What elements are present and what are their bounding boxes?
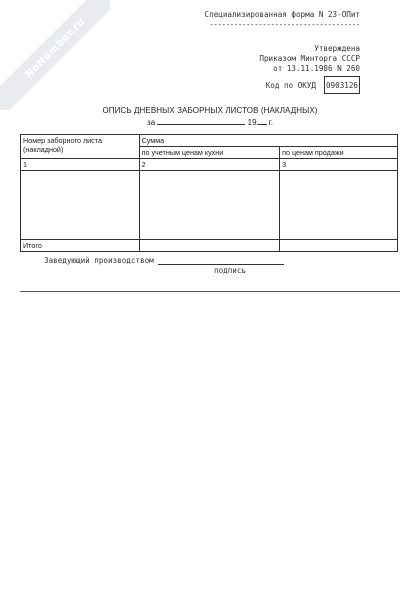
signature-label: Заведующий производством [44,256,154,265]
watermark-text: NoNumber.ru [0,0,110,110]
header-sum-cell: Сумма [139,135,397,147]
date-prefix: за [147,118,156,127]
okud-row [266,76,360,94]
table-header-row [21,135,398,147]
date-line [0,116,420,127]
subheader-kitchen-prices: по учетным ценам кухни [139,147,280,159]
column-number-3: 3 [280,159,398,171]
bottom-divider [20,291,400,292]
okud-label: Код по ОКУД [265,80,316,90]
table-row [21,171,398,240]
header-number-cell: Номер заборного листа (накладной) [21,135,140,159]
signature-caption: подпись [214,266,247,275]
signature-row [44,256,284,265]
document-title: ОПИСЬ ДНЕВНЫХ ЗАБОРНЫХ ЛИСТОВ (НАКЛАДНЫХ) [102,106,318,115]
okud-code-box: 0903126 [324,76,360,94]
approval-line-1: Утверждена [314,44,360,53]
column-number-2: 2 [139,159,280,171]
form-name: Специализированная форма N 23-ОПит [204,10,360,19]
total-label: Итого [21,240,140,252]
blank-cell-number[interactable] [21,171,140,240]
approval-line-3: от 13.11.1986 N 260 [273,64,360,73]
signature-line[interactable] [158,256,284,265]
header-separator: ------------------------------------- [209,20,360,29]
total-kitchen-cell[interactable] [139,240,280,252]
table-numbering-row [21,159,398,171]
blank-cell-kitchen[interactable] [139,171,280,240]
form-header [160,10,360,30]
column-number-1: 1 [21,159,140,171]
year-prefix: 19 [247,118,257,127]
year-blank [257,116,267,125]
subheader-sale-prices: по ценам продажи [280,147,398,159]
table-total-row [21,240,398,252]
date-suffix: г. [268,118,273,127]
approval-line-2: Приказом Минторга СССР [259,54,360,63]
approval-block [259,44,360,74]
blank-cell-sale[interactable] [280,171,398,240]
total-sale-cell[interactable] [280,240,398,252]
watermark-corner [0,0,110,110]
date-blank [157,116,245,125]
ledger-table [20,134,398,252]
